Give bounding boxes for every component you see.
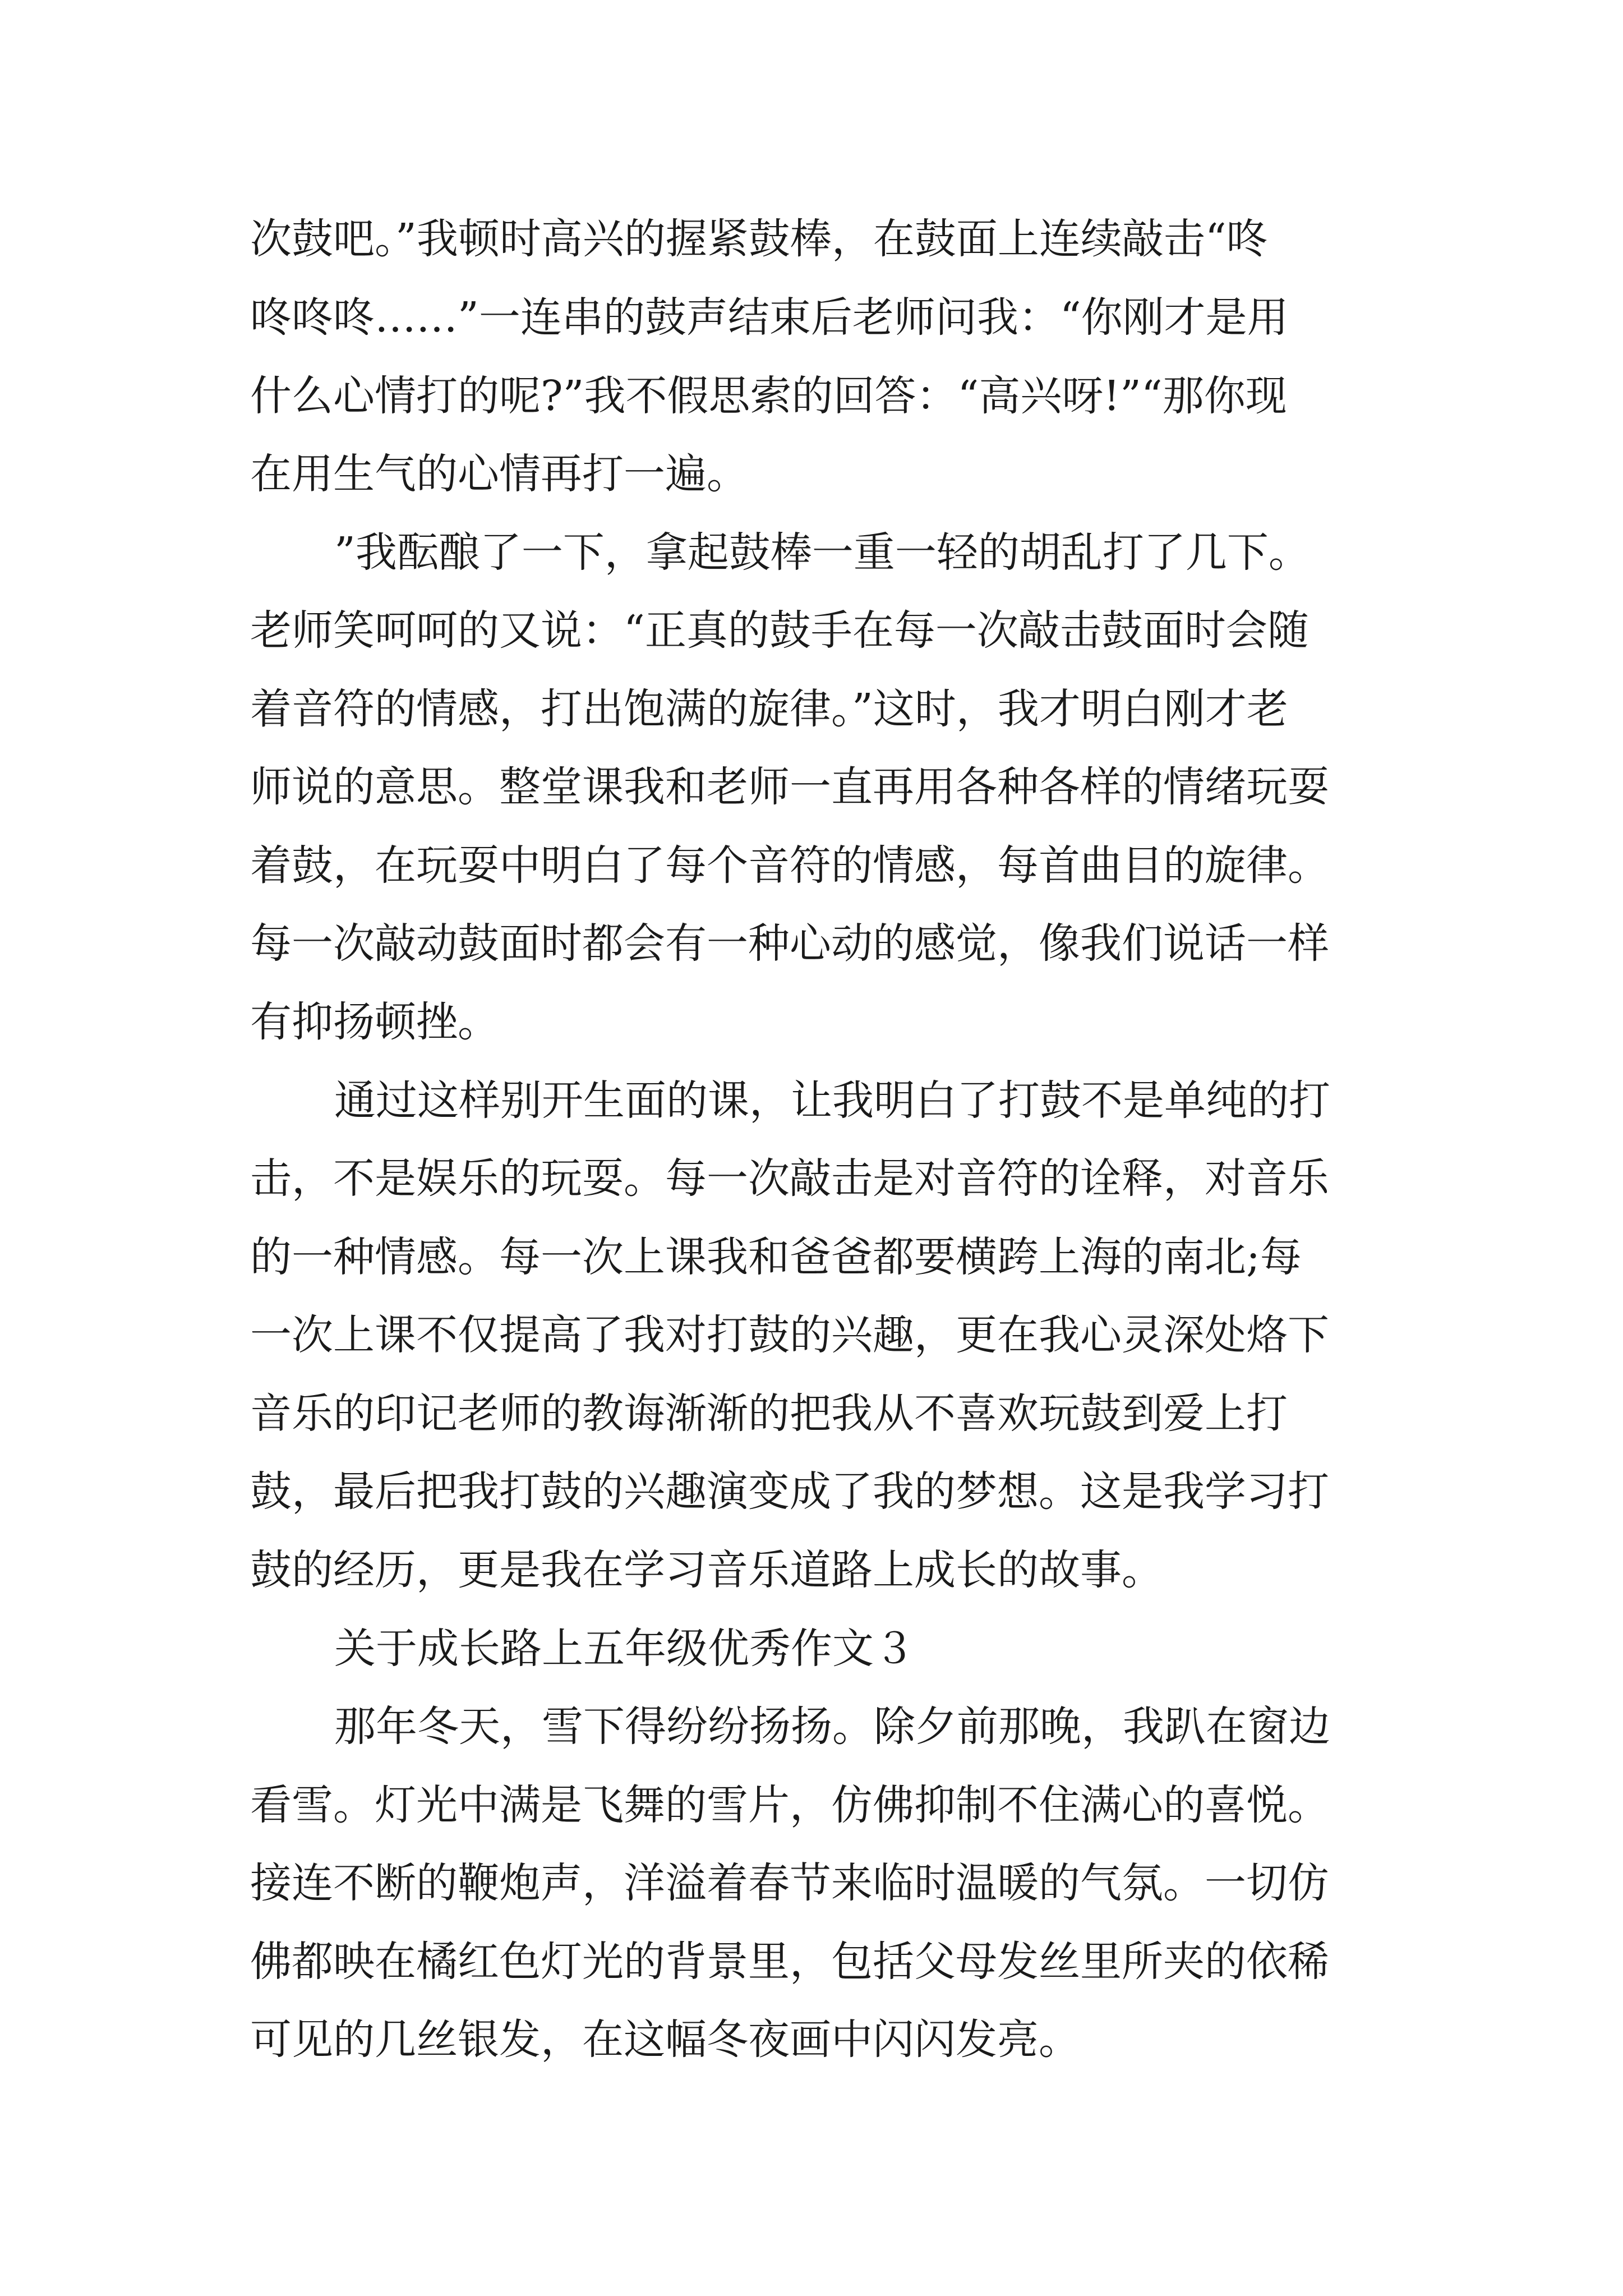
text-line: 可见的几丝银发，在这幅冬夜画中闪闪发亮。 (250, 2016, 1080, 2064)
text-line: 老师笑呵呵的又说：“正真的鼓手在每一次敲击鼓面时会随 (250, 606, 1309, 655)
text-line: 着鼓，在玩耍中明白了每个音符的情感，每首曲目的旋律。 (250, 841, 1329, 890)
text-line: 什么心情打的呢?”我不假思索的回答：“高兴呀!”“那你现 (250, 372, 1287, 420)
text-line: 师说的意思。整堂课我和老师一直再用各种各样的情绪玩耍 (250, 763, 1329, 811)
text-line: 佛都映在橘红色灯光的背景里，包括父母发丝里所夹的依稀 (250, 1938, 1329, 1986)
text-line: 看雪。灯光中满是飞舞的雪片，仿佛抑制不住满心的喜悦。 (250, 1781, 1329, 1829)
text-line: 着音符的情感，打出饱满的旋律。”这时，我才明白刚才老 (250, 685, 1288, 733)
text-line: 次鼓吧。”我顿时高兴的握紧鼓棒，在鼓面上连续敲击“咚 (250, 215, 1268, 263)
text-line: 咚咚咚……”一连串的鼓声结束后老师问我：“你刚才是用 (250, 293, 1289, 342)
text-line: 音乐的印记老师的教诲渐渐的把我从不喜欢玩鼓到爱上打 (250, 1389, 1288, 1438)
text-line: 的一种情感。每一次上课我和爸爸都要横跨上海的南北;每 (250, 1233, 1302, 1281)
text-line: 接连不断的鞭炮声，洋溢着春节来临时温暖的气氛。一切仿 (250, 1859, 1329, 1907)
paragraph-start-line: 通过这样别开生面的课，让我明白了打鼓不是单纯的打 (334, 1076, 1330, 1125)
text-line: 每一次敲动鼓面时都会有一种心动的感觉，像我们说话一样 (250, 919, 1329, 968)
text-line: 鼓的经历，更是我在学习音乐道路上成长的故事。 (250, 1546, 1163, 1594)
text-line: 击，不是娱乐的玩耍。每一次敲击是对音符的诠释，对音乐 (250, 1154, 1329, 1203)
text-line: 鼓，最后把我打鼓的兴趣演变成了我的梦想。这是我学习打 (250, 1467, 1329, 1516)
text-line: 有抑扬顿挫。 (250, 998, 499, 1046)
paragraph-start-line: ”我酝酿了一下，拿起鼓棒一重一轻的胡乱打了几下。 (334, 528, 1310, 577)
paragraph-start-line: 那年冬天，雪下得纷纷扬扬。除夕前那晚，我趴在窗边 (334, 1703, 1330, 1751)
section-heading: 关于成长路上五年级优秀作文３ (334, 1625, 915, 1673)
text-line: 在用生气的心情再打一遍。 (250, 450, 748, 498)
text-line: 一次上课不仅提高了我对打鼓的兴趣，更在我心灵深处烙下 (250, 1311, 1329, 1359)
